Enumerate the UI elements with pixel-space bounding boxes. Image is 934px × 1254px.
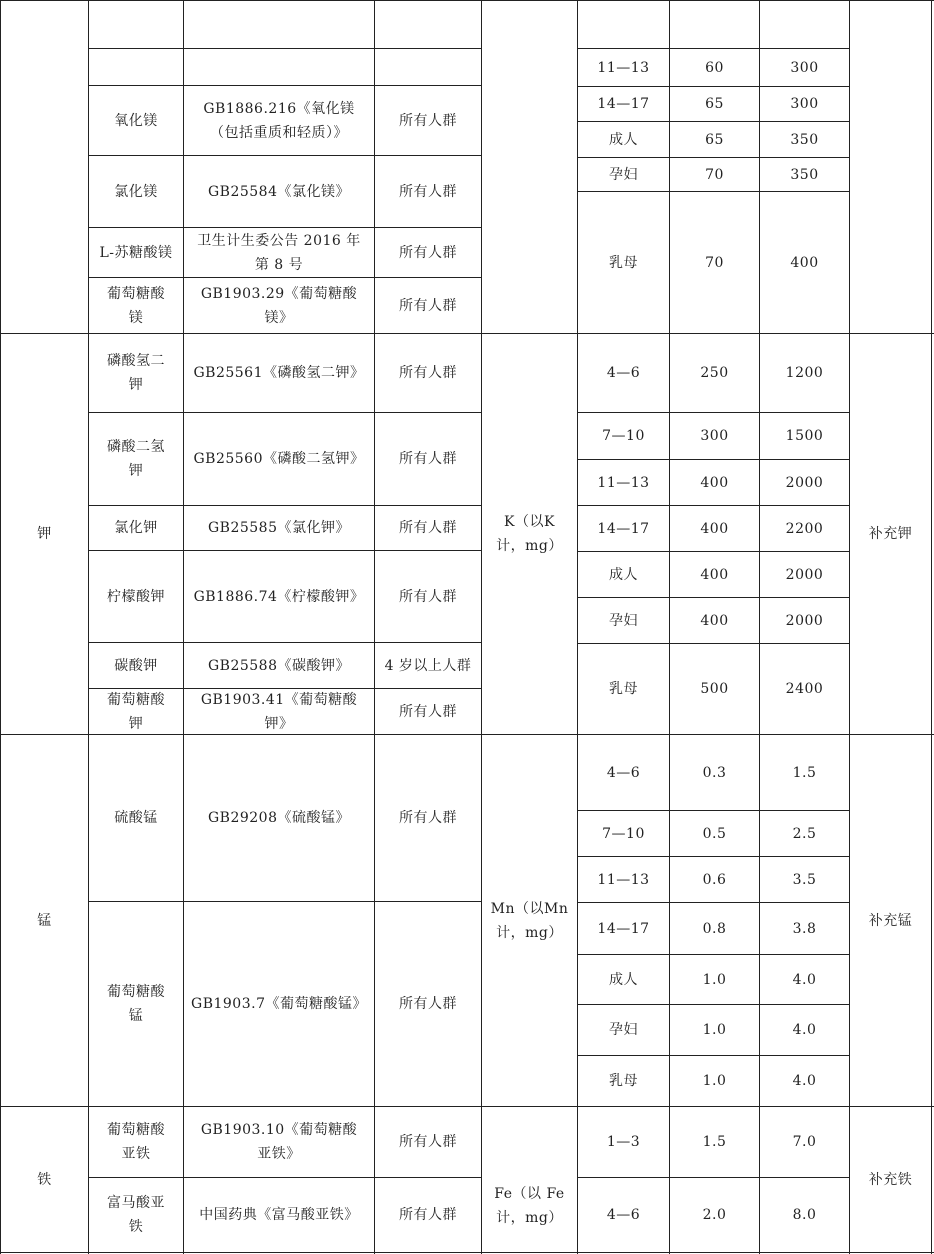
value-min: 400 [700, 474, 729, 491]
nutrient-name: 铁 [37, 1171, 52, 1188]
value-max: 8.0 [792, 1207, 817, 1223]
age-group: 14—17 [597, 96, 650, 112]
value-min: 400 [700, 612, 729, 629]
population: 所有人群 [399, 520, 457, 536]
value-max: 2400 [785, 681, 824, 697]
value-min: 2.0 [702, 1207, 727, 1223]
function: 补充钾 [868, 526, 913, 542]
compound-name: 氯化镁 [114, 183, 158, 200]
age-group: 14—17 [597, 520, 650, 537]
standard: GB1886.216《氧化镁（包括重质和轻质）》 [203, 100, 355, 141]
value-max: 3.8 [792, 920, 817, 937]
standard: GB1903.10《葡萄糖酸亚铁》 [200, 1122, 358, 1162]
population: 所有人群 [399, 297, 457, 314]
value-max: 7.0 [792, 1134, 817, 1150]
nutrient-unit: Fe（以 Fe 计，mg） [494, 1186, 565, 1226]
population: 所有人群 [399, 183, 457, 200]
population: 所有人群 [399, 1134, 457, 1150]
function: 补充锰 [868, 912, 913, 929]
value-min: 400 [700, 520, 729, 537]
value-min: 300 [700, 428, 729, 444]
compound-name: 氯化钾 [114, 520, 158, 536]
age-group: 成人 [609, 566, 638, 583]
value-min: 70 [705, 166, 724, 183]
standard: 中国药典《富马酸亚铁》 [199, 1207, 359, 1223]
border-top [0, 0, 934, 1]
age-group: 乳母 [609, 254, 638, 271]
age-group: 4—6 [606, 365, 641, 381]
standard: GB1886.74《柠檬酸钾》 [193, 588, 365, 605]
compound-name: 葡萄糖酸钾 [107, 691, 165, 732]
population: 所有人群 [399, 1207, 457, 1223]
population: 所有人群 [399, 244, 457, 261]
age-group: 孕妇 [609, 612, 638, 629]
age-group: 1—3 [606, 1134, 641, 1150]
value-min: 0.8 [702, 920, 727, 937]
value-max: 4.0 [792, 1022, 817, 1038]
value-max: 2200 [785, 520, 824, 537]
value-min: 500 [700, 681, 729, 697]
age-group: 乳母 [609, 1073, 638, 1089]
standard: 卫生计生委公告 2016 年第 8 号 [197, 232, 361, 273]
nutrient-name: 钾 [37, 526, 52, 542]
population: 所有人群 [399, 810, 457, 826]
population: 所有人群 [399, 112, 457, 129]
age-group: 11—13 [597, 59, 650, 76]
age-group: 7—10 [602, 825, 645, 842]
col-line [931, 0, 932, 1254]
row-line [88, 48, 375, 49]
standard: GB25560《磷酸二氢钾》 [193, 451, 365, 467]
value-min: 0.3 [702, 764, 727, 781]
value-max: 300 [790, 59, 819, 76]
age-group: 4—6 [606, 764, 641, 781]
compound-name: L-苏糖酸镁 [99, 244, 173, 261]
value-max: 4.0 [792, 1073, 817, 1089]
value-min: 1.0 [702, 1073, 727, 1089]
compound-name: 富马酸亚铁 [107, 1195, 165, 1235]
nutrient-name: 锰 [37, 912, 52, 929]
standard: GB1903.29《葡萄糖酸镁》 [200, 285, 358, 326]
standard: GB25588《碳酸钾》 [207, 657, 350, 674]
value-max: 3.5 [792, 871, 817, 888]
value-max: 350 [790, 166, 819, 183]
age-group: 成人 [609, 971, 638, 988]
compound-name: 磷酸二氢钾 [107, 439, 165, 479]
value-min: 250 [700, 365, 729, 381]
age-group: 成人 [609, 131, 638, 148]
compound-name: 柠檬酸钾 [107, 588, 165, 605]
population: 所有人群 [399, 703, 457, 720]
value-max: 1200 [785, 365, 824, 381]
age-group: 4—6 [606, 1207, 641, 1223]
standard: GB25584《氯化镁》 [207, 183, 350, 200]
standard: GB25561《磷酸氢二钾》 [193, 365, 365, 381]
value-max: 2.5 [792, 825, 817, 842]
age-group: 11—13 [597, 474, 650, 491]
function: 补充铁 [868, 1171, 913, 1188]
age-group: 乳母 [609, 681, 638, 697]
value-max: 2000 [785, 566, 824, 583]
value-max: 350 [790, 131, 819, 148]
value-max: 4.0 [792, 971, 817, 988]
value-max: 2000 [785, 474, 824, 491]
population: 所有人群 [399, 451, 457, 467]
border-bottom [0, 1252, 934, 1253]
value-min: 70 [705, 254, 724, 271]
compound-name: 碳酸钾 [114, 657, 158, 674]
standard: GB1903.7《葡萄糖酸锰》 [191, 996, 367, 1012]
value-min: 1.0 [702, 971, 727, 988]
value-max: 1500 [785, 428, 824, 444]
value-min: 0.6 [702, 871, 727, 888]
compound-name: 磷酸氢二钾 [107, 353, 165, 393]
standard: GB1903.41《葡萄糖酸钾》 [200, 691, 358, 732]
value-max: 1.5 [792, 764, 817, 781]
value-max: 2000 [785, 612, 824, 629]
age-group: 7—10 [602, 428, 645, 444]
compound-name: 硫酸锰 [114, 810, 158, 826]
standard: GB25585《氯化钾》 [207, 520, 350, 536]
row-line [374, 48, 482, 49]
value-min: 1.5 [702, 1134, 727, 1150]
value-min: 60 [705, 59, 724, 76]
compound-name: 葡萄糖酸亚铁 [107, 1122, 165, 1162]
standard: GB29208《硫酸锰》 [207, 810, 350, 826]
value-max: 300 [790, 96, 819, 112]
age-group: 14—17 [597, 920, 650, 937]
population: 所有人群 [399, 365, 457, 381]
compound-name: 葡萄糖酸锰 [107, 984, 165, 1024]
compound-name: 氧化镁 [114, 112, 158, 129]
compound-name: 葡萄糖酸镁 [107, 285, 165, 326]
age-group: 11—13 [597, 871, 650, 888]
population: 所有人群 [399, 996, 457, 1012]
value-min: 0.5 [702, 825, 727, 842]
value-max: 400 [790, 254, 819, 271]
age-group: 孕妇 [609, 166, 638, 183]
value-min: 65 [705, 96, 724, 112]
age-group: 孕妇 [609, 1022, 638, 1038]
population: 4 岁以上人群 [384, 657, 472, 674]
nutrient-unit: Mn（以Mn计，mg） [490, 900, 569, 941]
value-min: 1.0 [702, 1022, 727, 1038]
value-min: 65 [705, 131, 724, 148]
population: 所有人群 [399, 588, 457, 605]
nutrient-unit: K（以K计，mg） [496, 514, 563, 554]
value-min: 400 [700, 566, 729, 583]
